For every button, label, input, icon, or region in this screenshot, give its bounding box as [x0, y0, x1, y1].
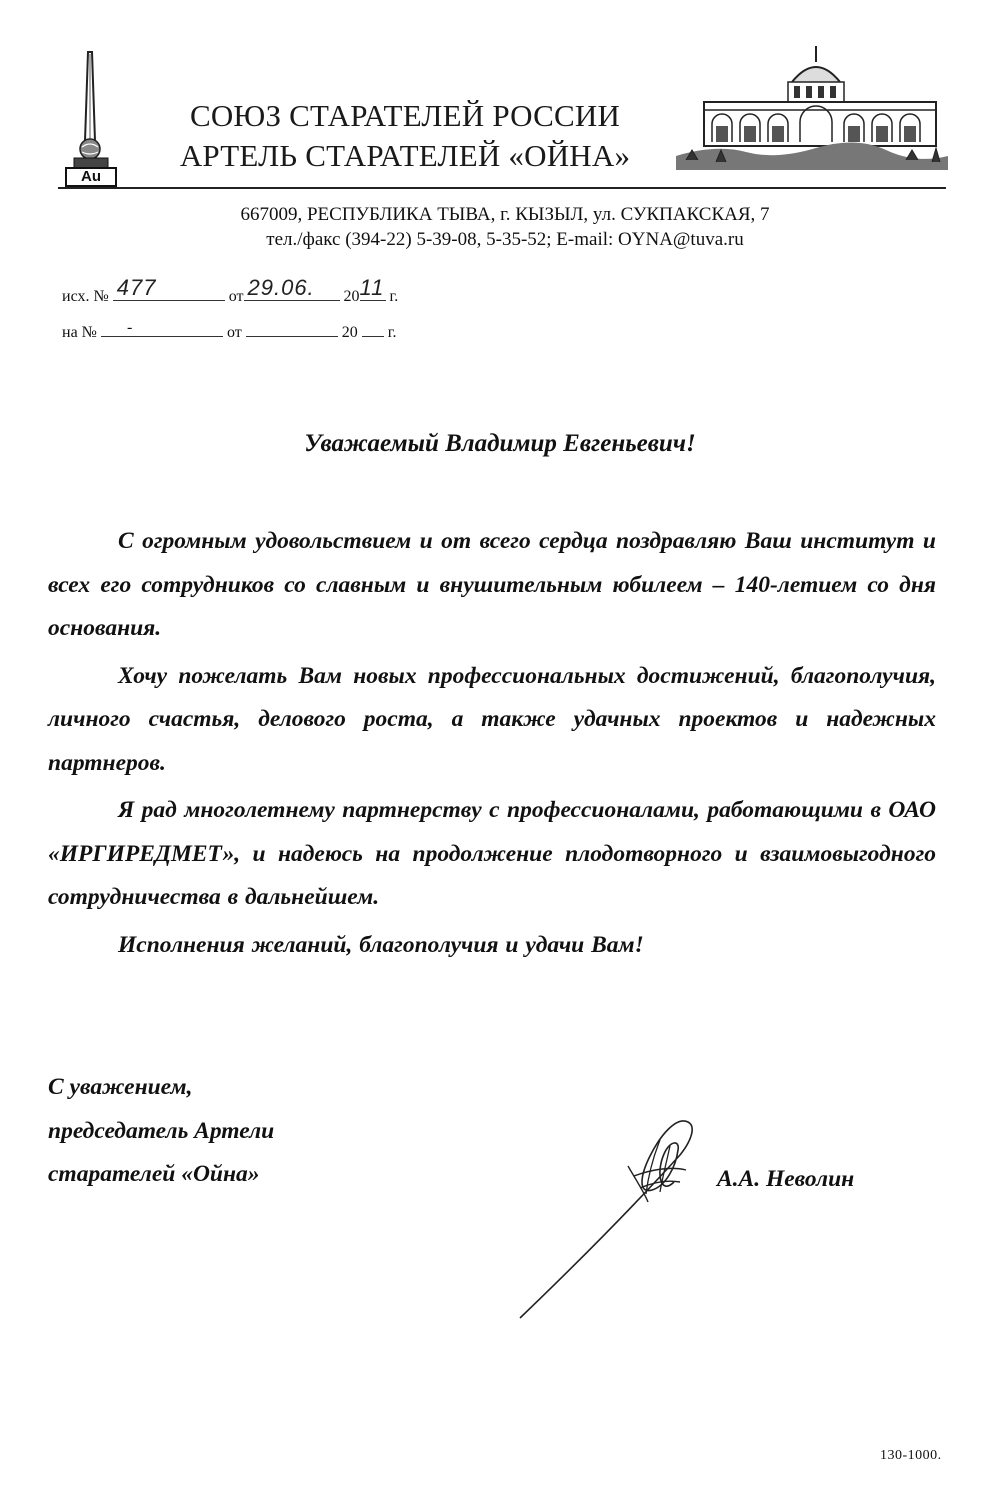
obelisk-logo-icon: [60, 46, 122, 188]
contacts-line: тел./факс (394-22) 5-39-08, 5-35-52; E-mail: OYNA@tuva.ru: [266, 229, 744, 250]
closing-block: [48, 1066, 274, 1197]
in-g-label: г.: [387, 324, 397, 341]
letter-body: [48, 520, 936, 971]
in-from-label: от: [226, 324, 242, 341]
handwritten-signature-icon: [510, 1110, 720, 1325]
out-number-value: 477: [116, 275, 157, 300]
address-line: 667009, РЕСПУБЛИКА ТЫВА, г. КЫЗЫЛ, ул. СУКПАКСКАЯ, 7: [240, 204, 770, 225]
logo-au-label: Au: [81, 168, 101, 185]
out-year-value: 11: [359, 275, 385, 300]
in-number-value: -: [126, 319, 133, 336]
incoming-reference: [62, 318, 396, 342]
header-divider: [58, 187, 946, 189]
out-from-label: от: [228, 288, 244, 305]
in-year-prefix: 20: [341, 324, 358, 341]
union-title: СОЮЗ СТАРАТЕЛЕЙ РОССИИ: [189, 98, 621, 133]
out-number-label: исх. №: [62, 288, 109, 305]
paragraph-final-wish: Исполнения желаний, благополучия и удачи Вам!: [118, 931, 644, 958]
closing-regards: С уважением,: [48, 1074, 193, 1100]
salutation: Уважаемый Владимир Евгеньевич!: [304, 430, 696, 457]
out-year-prefix: 20: [343, 288, 360, 305]
paragraph-partnership: Я рад многолетнему партнерству с профессионалами, работающими в ОАО «ИРГИРЕДМЕТ», и надеюсь на продолжение плодотворного и взаимовыгодного сотрудничества в дальнейшем.: [48, 797, 936, 910]
artel-title: АРТЕЛЬ СТАРАТЕЛЕЙ «ОЙНА»: [179, 138, 631, 173]
in-number-label: на №: [62, 324, 97, 341]
signer-name: А.А. Неволин: [717, 1166, 855, 1192]
out-g-label: г.: [389, 288, 399, 305]
building-illustration-icon: [676, 44, 948, 170]
closing-position: председатель Артели: [48, 1117, 275, 1144]
form-code: 130-1000.: [880, 1448, 942, 1463]
outgoing-reference: [62, 275, 399, 306]
paragraph-congratulations: С огромным удовольствием и от всего сердца поздравляю Ваш институт и всех его сотрудников со славным и внушительным юбилеем – 140-летием со дня основания.: [48, 528, 936, 641]
closing-organization: старателей «Ойна»: [48, 1161, 260, 1187]
paragraph-wishes: Хочу пожелать Вам новых профессиональных достижений, благополучия, личного счастья, делового роста, а также удачных проектов и надежных партнеров.: [48, 662, 936, 776]
out-date-value: 29.06.: [247, 275, 315, 300]
